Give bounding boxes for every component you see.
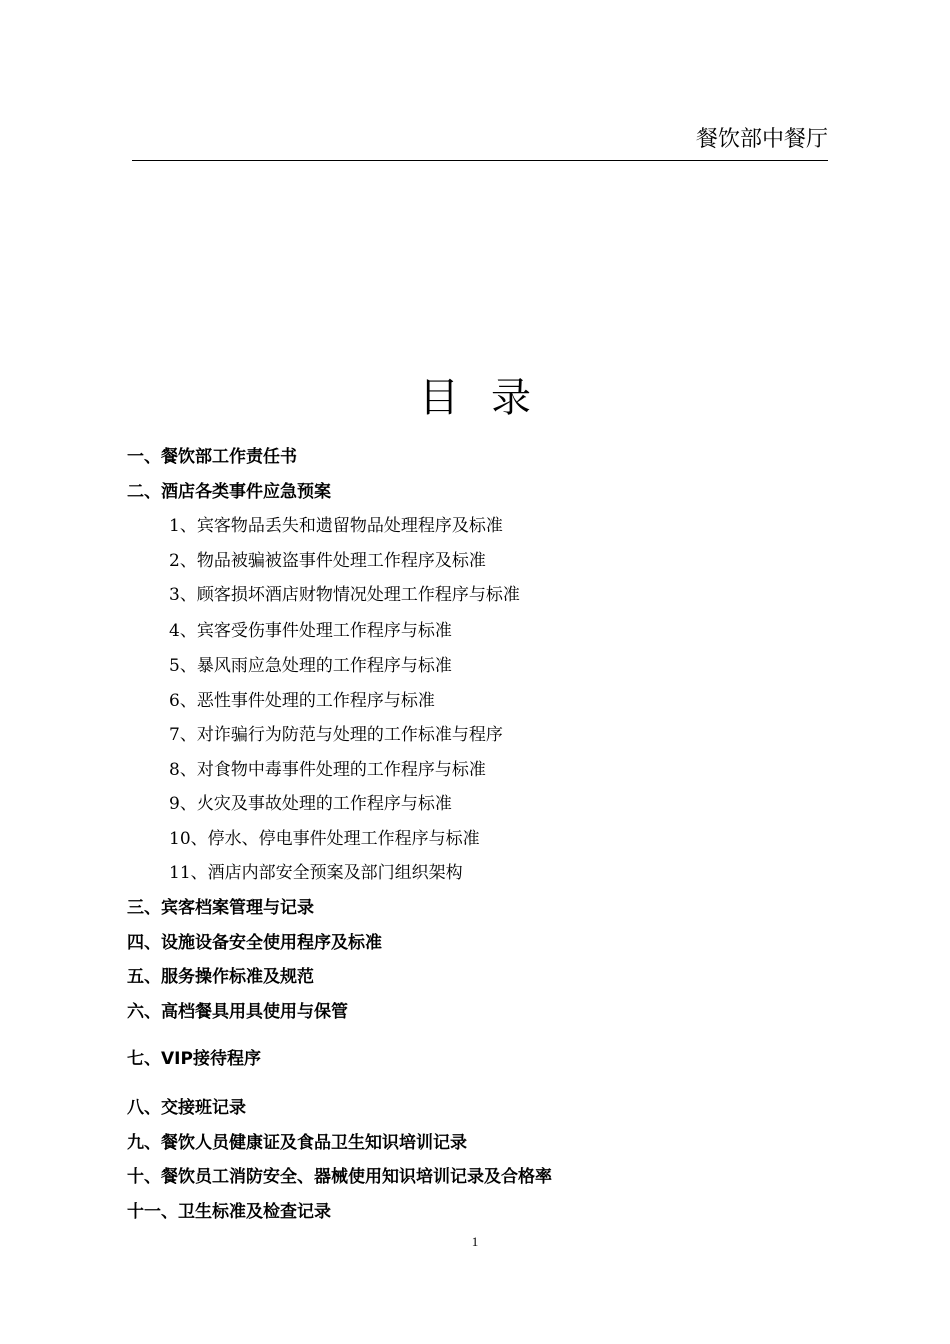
toc-subitem-2: 2、物品被骗被盗事件处理工作程序及标准 — [169, 551, 486, 571]
toc-section-9: 九、餐饮人员健康证及食品卫生知识培训记录 — [127, 1133, 467, 1153]
toc-section-4: 四、设施设备安全使用程序及标准 — [127, 933, 382, 953]
toc-subitem-4: 4、宾客受伤事件处理工作程序与标准 — [169, 621, 452, 641]
toc-subitem-6: 6、恶性事件处理的工作程序与标准 — [169, 691, 435, 711]
toc-section-1: 一、餐饮部工作责任书 — [127, 447, 297, 467]
page-number: 1 — [471, 1234, 479, 1249]
toc-section-5: 五、服务操作标准及规范 — [127, 967, 314, 987]
document-title: 目录 — [419, 375, 563, 421]
toc-subitem-7: 7、对诈骗行为防范与处理的工作标准与程序 — [169, 725, 503, 745]
toc-subitem-8: 8、对食物中毒事件处理的工作程序与标准 — [169, 760, 486, 780]
header-title: 餐饮部中餐厅 — [695, 126, 828, 151]
toc-subitem-10: 10、停水、停电事件处理工作程序与标准 — [169, 829, 480, 849]
toc-subitem-11: 11、酒店内部安全预案及部门组织架构 — [169, 863, 463, 883]
toc-section-8: 八、交接班记录 — [127, 1098, 246, 1118]
toc-subitem-9: 9、火灾及事故处理的工作程序与标准 — [169, 794, 452, 814]
toc-section-11: 十一、卫生标准及检查记录 — [127, 1202, 331, 1222]
toc-section-2: 二、酒店各类事件应急预案 — [127, 482, 331, 502]
header-divider — [132, 160, 828, 161]
toc-section-10: 十、餐饮员工消防安全、器械使用知识培训记录及合格率 — [127, 1167, 552, 1187]
toc-subitem-1: 1、宾客物品丢失和遗留物品处理程序及标准 — [169, 516, 503, 536]
toc-subitem-3: 3、顾客损坏酒店财物情况处理工作程序与标准 — [169, 585, 520, 605]
toc-subitem-5: 5、暴风雨应急处理的工作程序与标准 — [169, 656, 452, 676]
toc-section-3: 三、宾客档案管理与记录 — [127, 898, 314, 918]
toc-section-7: 七、VIP接待程序 — [127, 1049, 261, 1069]
toc-section-6: 六、高档餐具用具使用与保管 — [127, 1002, 348, 1022]
